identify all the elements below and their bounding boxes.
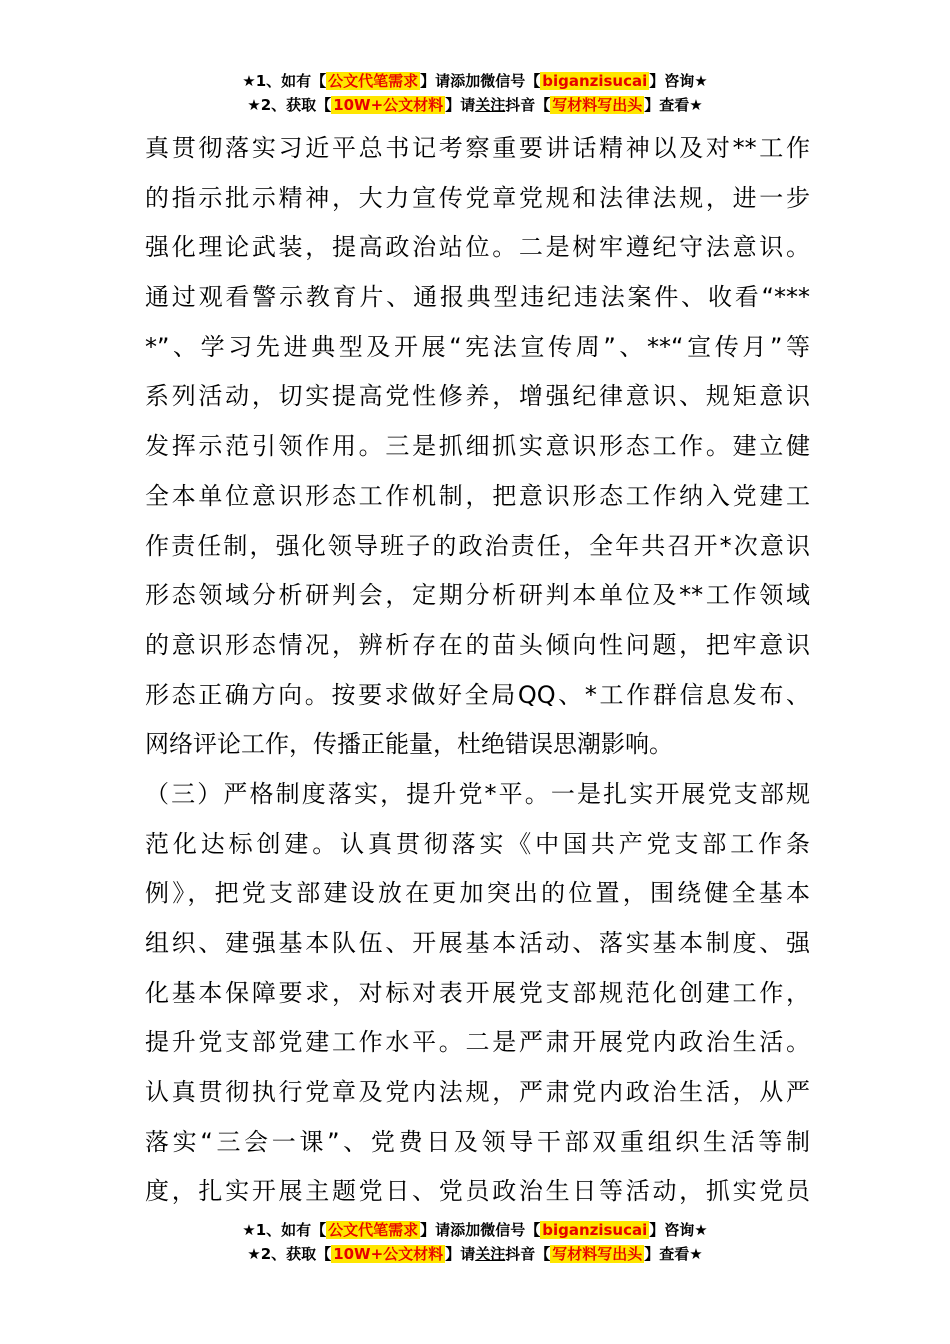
body-line: 例》，把党支部建设放在更加突出的位置，围绕健全基本 [145, 879, 810, 908]
banner-text: ★1、如有【 [242, 72, 327, 90]
banner-text: 加 [465, 1221, 481, 1239]
body-line: 认真贯彻执行党章及党内法规，严肃党内政治生活，从严 [145, 1078, 810, 1107]
banner-highlight: 写材料写出头 [552, 96, 643, 114]
banner-text: ★2、获取【 [247, 1245, 332, 1263]
body-line: 形态领域分析研判会，定期分析研判本单位及**工作领域 [145, 581, 810, 610]
banner-highlight: biganzisucai [542, 1221, 648, 1239]
banner-underlined-text: 关注 [475, 96, 506, 114]
body-line: *”、学习先进典型及开展“宪法宣传周”、**“宣传月”等 [145, 332, 810, 361]
banner-line-1 [0, 70, 950, 94]
body-line: 系列活动，切实提高党性修养，增强纪律意识、规矩意识 [145, 382, 810, 411]
banner-text: 微信号【 [480, 72, 541, 90]
document-body [145, 124, 810, 1217]
banner-underlined-text: 关注 [475, 1245, 506, 1263]
banner-text: 】请添 [420, 1221, 466, 1239]
body-line: 作责任制，强化领导班子的政治责任，全年共召开*次意识 [145, 531, 810, 560]
header-banner [0, 70, 950, 118]
banner-highlight: 公文代笔需求 [328, 1221, 419, 1239]
body-line: 化基本保障要求，对标对表开展党支部规范化创建工作， [145, 978, 810, 1007]
banner-text: 】查看★ [644, 1245, 703, 1263]
banner-highlight: 写材料写出头 [552, 1245, 643, 1263]
banner-highlight: 公文代笔需求 [328, 72, 419, 90]
body-line: 落实“三会一课”、党费日及领导干部双重组织生活等制 [145, 1127, 810, 1156]
banner-text: 】请 [445, 96, 476, 114]
banner-text: 】咨询★ [649, 1221, 708, 1239]
banner-text: 】请添 [420, 72, 466, 90]
body-line: 提升党支部党建工作水平。二是严肃开展党内政治生活。 [145, 1028, 810, 1057]
banner-text: ★1、如有【 [242, 1221, 327, 1239]
section-heading-line: （三）严格制度落实，提升党*平。一是扎实开展党支部规 [145, 779, 810, 808]
body-line: 度，扎实开展主题党日、党员政治生日等活动，抓实党员 [145, 1177, 810, 1206]
banner-text: 】查看★ [644, 96, 703, 114]
body-line: 形态正确方向。按要求做好全局QQ、*工作群信息发布、 [145, 680, 810, 709]
body-line: 组织、建强基本队伍、开展基本活动、落实基本制度、强 [145, 929, 810, 957]
banner-highlight: 10W+公文材料 [333, 1245, 444, 1263]
footer-banner [0, 1219, 950, 1267]
banner-highlight: biganzisucai [542, 72, 648, 90]
banner-line-2 [0, 1243, 950, 1267]
banner-text: ★2、获取【 [247, 96, 332, 114]
body-line: 的意识形态情况，辨析存在的苗头倾向性问题，把牢意识 [145, 630, 810, 659]
body-line: 范化达标创建。认真贯彻落实《中国共产党支部工作条 [145, 829, 810, 858]
banner-line-1 [0, 1219, 950, 1243]
banner-text: 】请 [445, 1245, 476, 1263]
body-line: 通过观看警示教育片、通报典型违纪违法案件、收看“*** [145, 283, 810, 312]
banner-highlight: 10W+公文材料 [333, 96, 444, 114]
body-line: 全本单位意识形态工作机制，把意识形态工作纳入党建工 [145, 481, 810, 510]
body-line: 的指示批示精神，大力宣传党章党规和法律法规，进一步 [145, 183, 810, 212]
banner-text: 微信号【 [480, 1221, 541, 1239]
body-line: 强化理论武装，提高政治站位。二是树牢遵纪守法意识。 [145, 233, 810, 262]
banner-text: 加 [465, 72, 481, 90]
banner-text: 抖音【 [505, 96, 551, 114]
banner-line-2 [0, 94, 950, 118]
banner-text: 抖音【 [505, 1245, 551, 1263]
body-line: 真贯彻落实习近平总书记考察重要讲话精神以及对**工作 [145, 134, 810, 162]
banner-text: 】咨询★ [649, 72, 708, 90]
body-line: 网络评论工作，传播正能量，杜绝错误思潮影响。 [145, 730, 673, 759]
body-line: 发挥示范引领作用。三是抓细抓实意识形态工作。建立健 [145, 432, 810, 461]
